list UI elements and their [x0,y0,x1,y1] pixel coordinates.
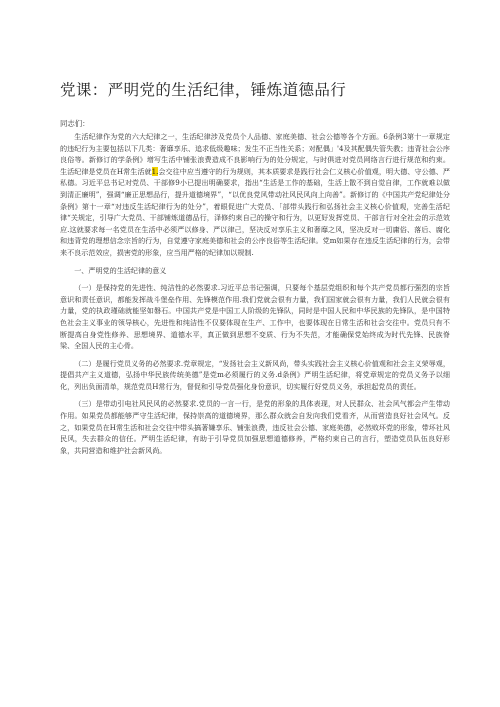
section-heading: 一、严明党的生活纪律的意义 [74,265,167,275]
highlight-mark: 1. [151,166,159,176]
intro-paragraph [60,131,450,259]
intro-text-after: 会交往中应当遵守的行为规则，其本质要求是践行社会仁义核心价值观，明大德、守公德、严私德。习近平总书记对党员、干部修9小已提出明确要求，指出“生活是工作的基础，生活上散不到自觉自律，工作就难以做到清正廉明”，强调“廉正思想品行，提升道德境界”，“以优良党风带动社风民风向上向善”。新修订的《中国共产党纪律处分条例》第十一章“对违反生活纪律行为的处分”，着眼促进广大党员、「部带头践行和弘扬社会主义核心价值观，完善生活纪律“关规定，引导广大党员、干部铺炼道德品行，泽修约束自己的操守和行为，以更好发挥党员、干部言行对全社会的示范效应.这就要求每一名党员在生活中必须严以修身、严以律己，坚决反对享乐主义和奢靡之风，坚决反对一切庸俗、落后、腐化和违背党的理想信念宗旨的行为，自觉遵守家庭美德和社会的公序良俗等生活纪律。党m如果存在违反生活纪律的行为，会带来不良示范效应，损害党的形象，应当用严格的纪律加以规制. [60,166,451,257]
document-body [60,131,450,456]
paragraph-2: （二）是履行党员义务的必然要求.党章规定，“发扬社会主义新风尚，带头实践社会主义核心价值观和社会主义荣辱观，提倡共产主义道德，弘扬中华民族传统美德”是党m必须履行的义务.d条例》严明生活纪律，将党章规定的党员义务予以细化，列出负面清单，规范党员H常行为，督促和引导党员强化身份意识，切实履行好党员义务，承担起党员的责任。 [60,358,450,391]
greeting: 同志们： [60,119,90,128]
paragraph-1: （一）是保持党的先进性、纯洁性的必然要求.习近平总书记强调，只要每个基层党组织和每个共产党员都行强烈的宗旨意识和责任意识，都能发挥战斗堡垒作用、先锋模范作用.我们党就会很有力量，我们国家就会很有力量，我们人民就会很有力量，党的执政瑾础就能坚如磐石。中国共产党是中国工人阶级的先锋队，同时是中国人民和中华民族的先锋队，是中国特色社会主义事业的领导核心，先进性和纯洁性不仅要体现在生产、工作中，也要体现在日常生活和社会交往中。党员只有不断提高自身党性修养、思想境界、道德水平，真正做到思想不变质、行为不失范，才能确保党始终成为时代先锋、民族脊梁、全国人民的主心骨。 [60,283,450,351]
intro-text-before: 生活纪律作为党的六大纪律之一，生活纪律涉及党员个人品德、家庭美德、社会公德等各个方面。6条例3第十一章规定的违纪行为主要包括以下几类：奢靡享乐、追求低级趣味；发生不正当性关系；对配偶」'4及其配偶失管失教；违背社会公序良俗等。新修订的学条例》增写生活中铺张浪费造成不良影响行为的处分规定，与时俱进对党员网络言行进行规范和约束。生活纪律是党员在H常生活就 [60,132,450,176]
paragraph-3: （三）是带动引电社风民风的必然要求.党员的一言一行，是党的形象的具体表现，对人民群众、社会风气都会产生带动作用。如果党员都能够严守生活纪律，保持崇高的道德境界，那么群众就会自发向我们党看齐，从而营造良好社会风气。反之，如果党员在H常生活和社会交往中带头搞著嫌享乐、铺张浪费，违反社会公德、家庭美德，必然败坏党的形象，带坏社风民风，失去群众的信任。严明生活纪律，有助于引导党员加强思想道德修养，严格约束自己的言行，塑造党员队伍良好形象，共同营造和维护社会新风尚。 [60,399,450,455]
page-title: 党课：严明党的生活纪律，锤炼道德品行 [60,81,347,99]
